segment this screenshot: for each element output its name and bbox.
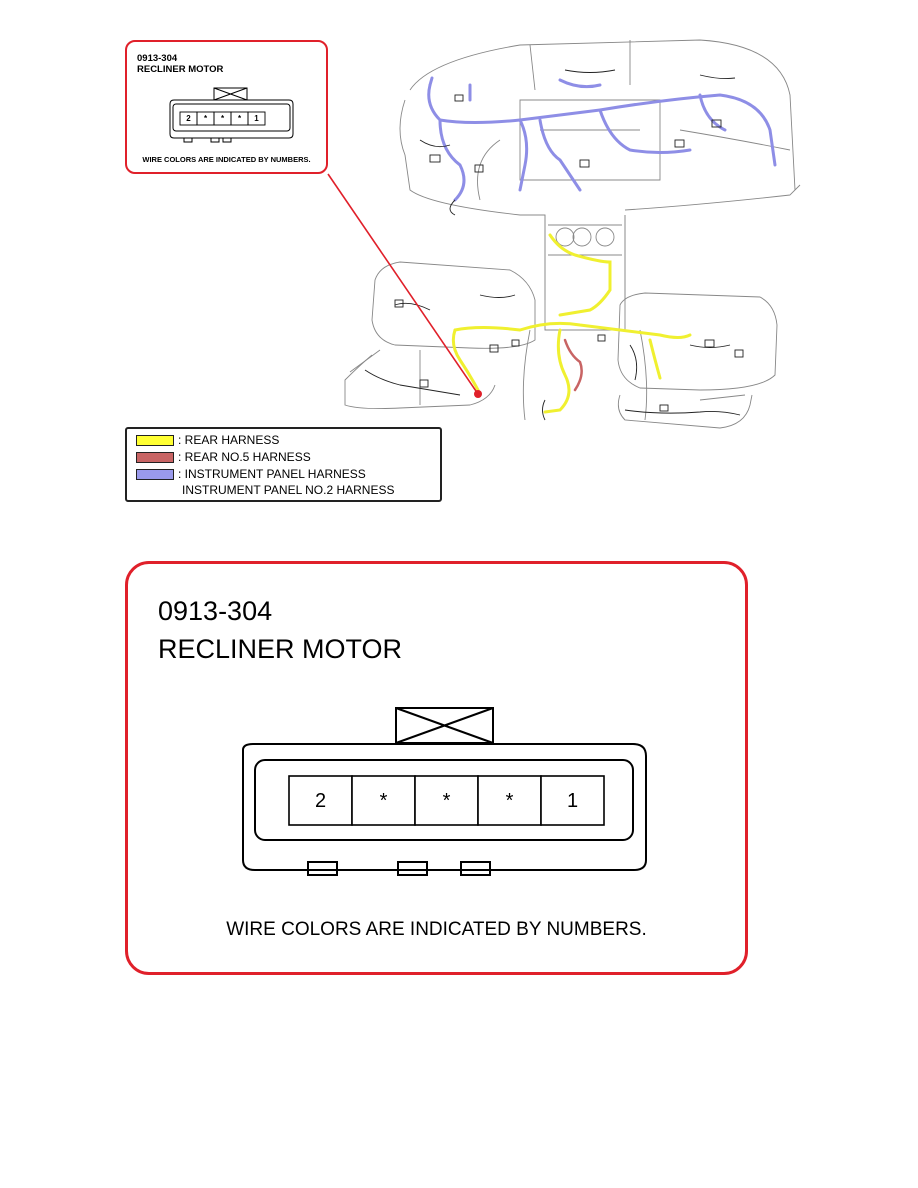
connector-code: 0913-304: [158, 596, 273, 626]
harness-detail-lines: [365, 70, 743, 420]
small-connector-pins: [180, 112, 265, 125]
small-pin-label: *: [237, 114, 242, 123]
legend-swatch: [136, 452, 174, 463]
small-pin-label: 1: [254, 114, 259, 123]
instrument-panel-harness: [429, 78, 775, 200]
connector-pin-label: 2: [314, 790, 327, 812]
connector-pin-label: *: [505, 790, 514, 812]
harness-legend: [125, 427, 442, 502]
legend-item-rear-no5-harness: [136, 450, 311, 464]
connector-pin-label: *: [379, 790, 388, 812]
rear-harness: [453, 235, 690, 412]
connector-face-drawing: [128, 564, 745, 972]
legend-swatch: [136, 435, 174, 446]
small-pin-label: *: [203, 114, 208, 123]
small-connector-callout: [125, 40, 328, 174]
legend-label: : REAR HARNESS: [178, 433, 280, 447]
small-pin-label: 2: [186, 114, 191, 123]
connector-pin-label: 1: [566, 790, 579, 812]
small-pin-label: *: [220, 114, 225, 123]
callout-leader-line: [328, 174, 478, 394]
small-callout-component: RECLINER MOTOR: [137, 64, 224, 75]
legend-item-rear-harness: [136, 433, 279, 447]
legend-label: : REAR NO.5 HARNESS: [178, 450, 311, 464]
legend-label-continuation: INSTRUMENT PANEL NO.2 HARNESS: [182, 483, 395, 497]
connector-pin-label: *: [442, 790, 451, 812]
wire-color-note: WIRE COLORS ARE INDICATED BY NUMBERS.: [226, 919, 647, 940]
legend-swatch: [136, 469, 174, 480]
connector-detail-callout: [125, 561, 748, 975]
legend-label: : INSTRUMENT PANEL HARNESS: [178, 467, 366, 481]
legend-item-instrument-panel-harness: [136, 467, 366, 481]
small-callout-code: 0913-304: [137, 53, 178, 64]
connector-location-marker: [474, 390, 482, 398]
component-name: RECLINER MOTOR: [158, 634, 403, 664]
small-callout-note: WIRE COLORS ARE INDICATED BY NUMBERS.: [142, 155, 311, 164]
